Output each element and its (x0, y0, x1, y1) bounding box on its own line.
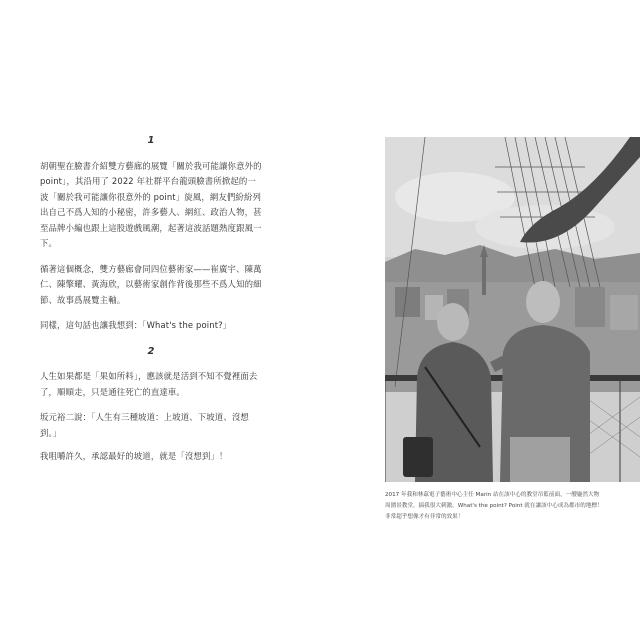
bw-photo-two-men-on-rooftop (385, 137, 640, 482)
section2-paragraph-3: 我咀嚼許久，承認最好的坡道，就是「沒想到」！ (40, 451, 228, 461)
section2-paragraph-2: 坂元裕二說：「人生有三種坡道：上坡道、下坡道、沒想到。」 (40, 412, 249, 438)
left-page-text (40, 133, 262, 475)
photo-illustration (385, 137, 640, 482)
section-number-2: 2 (147, 345, 155, 357)
section1-paragraph-1: 胡朝聖在臉書介紹雙方藝廊的展覽「關於我可能讓你意外的 point」，其沿用了 2022 年社群平台龍頭臉書所掀起的一波「關於我可能讓你很意外的 point」旋風，網友們紛紛列出自己不爲人知的小秘密，許多藝人、網紅、政治人物，甚至品牌小編也跟上這股遊戲風潮，起著這波話題熱度跟風一下。 (40, 160, 262, 248)
section2-paragraph-1: 人生如果都是「果如所料」，應該就是活到不知不覺裡面去了，順順走，只是通往死亡的直達車。 (40, 371, 258, 397)
photo-caption: 2017 年我和林茲電子藝術中心主任 Marin 站在該中心的教堂吊籃前面，一艘龐然大物周圍景教堂，搞我很大刺激。What's the point? Point 就在讓該中心成為都市的地標！非常超乎想像才有非常的效果！ (385, 492, 603, 520)
section1-paragraph-3: 同樣，這句話也讓我想到：「What's the point?」 (40, 320, 232, 330)
section-number-1: 1 (147, 135, 155, 146)
section1-paragraph-2: 循著這個概念，雙方藝廊會同四位藝術家——崔廣宇、陳萬仁、陳擎耀、黃海欣，以藝術家創作背後那些不爲人知的細節、故事爲展覽主軸。 (40, 263, 262, 305)
